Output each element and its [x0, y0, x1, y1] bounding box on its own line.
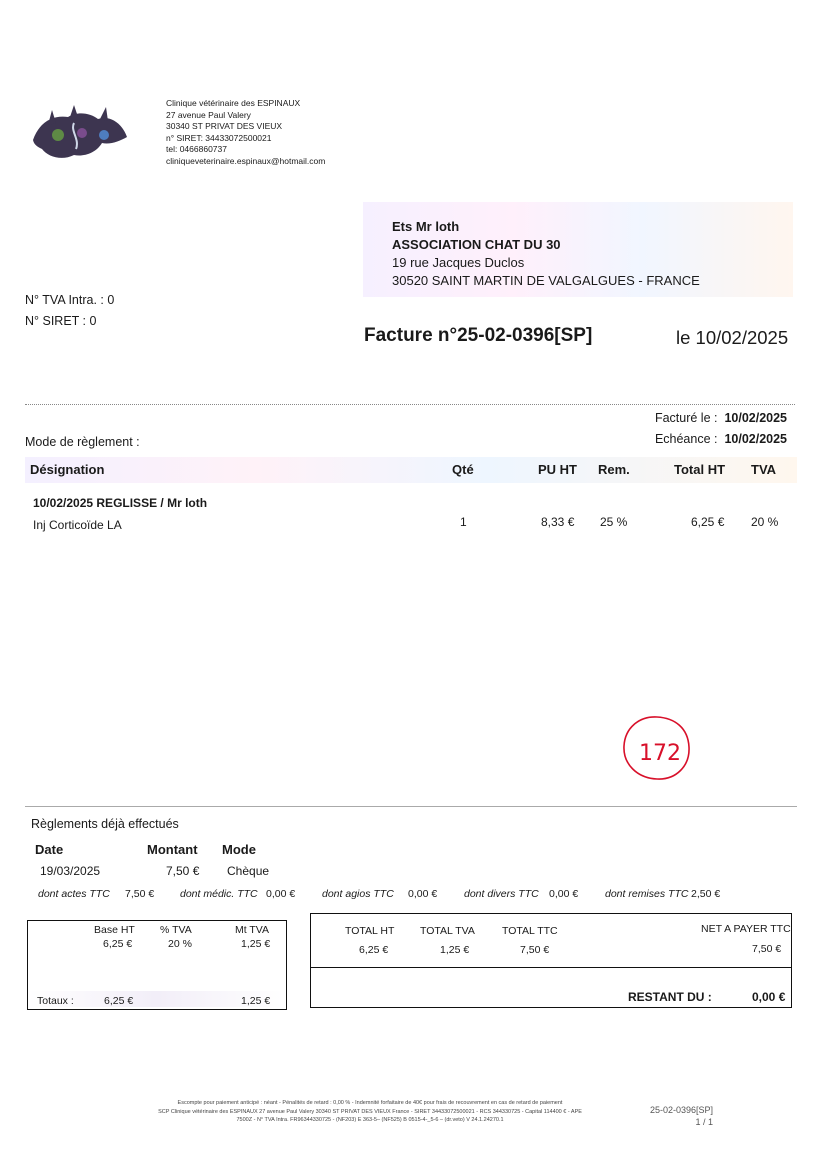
dont-medic-label: dont médic. TTC	[180, 888, 258, 900]
mode-reglement: Mode de règlement :	[25, 435, 140, 449]
line-qte: 1	[460, 515, 467, 529]
reglement-col-montant: Montant	[147, 842, 198, 857]
col-pu-ht: PU HT	[538, 462, 577, 477]
totaux-mt: 1,25 €	[241, 995, 271, 1007]
line-total-ht: 6,25 €	[691, 515, 725, 529]
total-tva-label: TOTAL TVA	[420, 925, 475, 937]
invoice-date: le 10/02/2025	[676, 327, 789, 348]
tva-intra: N° TVA Intra. : 0	[25, 293, 115, 307]
footer-line-3: 7500Z - N° TVA Intra. FR96344330725 - (NF203) E 363-5– (NF525) B 0515-4-_5-6 – (dr.veto) V 24.1.24270.1	[236, 1117, 504, 1123]
net-a-payer-label: NET A PAYER TTC	[701, 923, 791, 935]
total-ttc-label: TOTAL TTC	[502, 925, 558, 937]
invoice-title: Facture n°25-02-0396[SP]	[364, 325, 593, 346]
pct-tva-value: 20 %	[168, 938, 192, 950]
totaux-label: Totaux :	[37, 995, 74, 1007]
col-qte: Qté	[452, 462, 474, 477]
reglement-mode: Chèque	[227, 864, 270, 878]
dont-divers-value: 0,00 €	[549, 888, 579, 900]
clinic-siret: n° SIRET: 34433072500021	[166, 132, 272, 143]
siret: N° SIRET : 0	[25, 314, 97, 328]
clinic-phone: tel: 0466860737	[166, 144, 227, 154]
facture-le-label: Facturé le :	[654, 411, 718, 425]
col-rem: Rem.	[598, 462, 630, 477]
base-ht-label: Base HT	[94, 924, 135, 936]
net-a-payer-value: 7,50 €	[752, 943, 782, 955]
stamp-number: 172	[639, 741, 681, 766]
invoice-meta	[600, 408, 787, 450]
footer-line-1: Escompte pour paiement anticipé : néant - Pénalités de retard : 0,00 % - Indemnité forfaitaire de 40€ pour frais de recouvrement en cas de retard de paiement	[177, 1100, 563, 1106]
dont-remises-label: dont remises TTC	[605, 888, 689, 900]
dont-remises-value: 2,50 €	[691, 888, 721, 900]
dont-actes-label: dont actes TTC	[38, 888, 110, 900]
divider	[25, 404, 795, 405]
dont-medic-value: 0,00 €	[266, 888, 296, 900]
divider	[25, 806, 797, 807]
client-city: 30520 SAINT MARTIN DE VALGALGUES - FRANCE	[392, 273, 700, 288]
totals-box-divider	[310, 967, 792, 968]
restant-du-label: RESTANT DU :	[628, 990, 712, 1004]
total-ht-value: 6,25 €	[359, 944, 389, 956]
client-address	[392, 218, 700, 290]
total-tva-value: 1,25 €	[440, 944, 470, 956]
total-ht-label: TOTAL HT	[345, 925, 395, 937]
client-street: 19 rue Jacques Duclos	[392, 255, 525, 270]
reglement-col-mode: Mode	[222, 842, 256, 857]
mt-tva-label: Mt TVA	[235, 924, 270, 936]
clinic-logo	[30, 105, 130, 165]
footer-line-2: SCP Clinique vétérinaire des ESPINAUX 27 avenue Paul Valery 30340 ST PRIVAT DES VIEUX France - SIRET 34433072500021 - RCS 344330725 - Capital 114400 € - APE	[158, 1108, 582, 1115]
footer-reference	[643, 1104, 713, 1128]
reglement-montant: 7,50 €	[166, 864, 200, 878]
col-designation: Désignation	[30, 462, 105, 477]
col-tva: TVA	[751, 462, 777, 477]
reglement-date: 19/03/2025	[40, 864, 101, 878]
mt-tva-value: 1,25 €	[241, 938, 271, 950]
clinic-name: Clinique vétérinaire des ESPINAUX	[166, 98, 301, 108]
pct-tva-label: % TVA	[160, 924, 192, 936]
client-organisation: ASSOCIATION CHAT DU 30	[392, 237, 561, 252]
clinic-email: cliniqueveterinaire.espinaux@hotmail.com	[166, 155, 326, 166]
legal-footer	[110, 1099, 630, 1125]
dont-agios-label: dont agios TTC	[322, 888, 394, 900]
reglements-title: Règlements déjà effectués	[31, 817, 179, 831]
echeance-label: Echéance :	[654, 432, 718, 446]
restant-du-value: 0,00 €	[752, 990, 786, 1004]
line-rem: 25 %	[600, 515, 628, 529]
line-designation: Inj Corticoïde LA	[33, 518, 122, 532]
totaux-base: 6,25 €	[104, 995, 134, 1007]
dont-divers-label: dont divers TTC	[464, 888, 539, 900]
client-ids	[25, 290, 114, 332]
invoice-reference: 25-02-0396[SP]	[649, 1105, 713, 1115]
clinic-address	[166, 98, 325, 167]
page-number: 1 / 1	[695, 1117, 713, 1127]
dont-agios-value: 0,00 €	[408, 888, 438, 900]
reglement-col-date: Date	[35, 842, 64, 857]
total-ttc-value: 7,50 €	[520, 944, 550, 956]
line-group: 10/02/2025 REGLISSE / Mr loth	[33, 496, 208, 510]
line-tva: 20 %	[751, 515, 779, 529]
line-pu-ht: 8,33 €	[541, 515, 575, 529]
base-ht-value: 6,25 €	[103, 938, 133, 950]
col-total-ht: Total HT	[674, 462, 726, 477]
echeance-value: 10/02/2025	[724, 432, 787, 446]
facture-le-value: 10/02/2025	[724, 411, 787, 425]
client-name: Ets Mr loth	[392, 219, 460, 234]
dont-actes-value: 7,50 €	[125, 888, 155, 900]
clinic-city: 30340 ST PRIVAT DES VIEUX	[166, 121, 283, 131]
clinic-street: 27 avenue Paul Valery	[166, 109, 251, 120]
handwritten-stamp	[621, 714, 693, 782]
